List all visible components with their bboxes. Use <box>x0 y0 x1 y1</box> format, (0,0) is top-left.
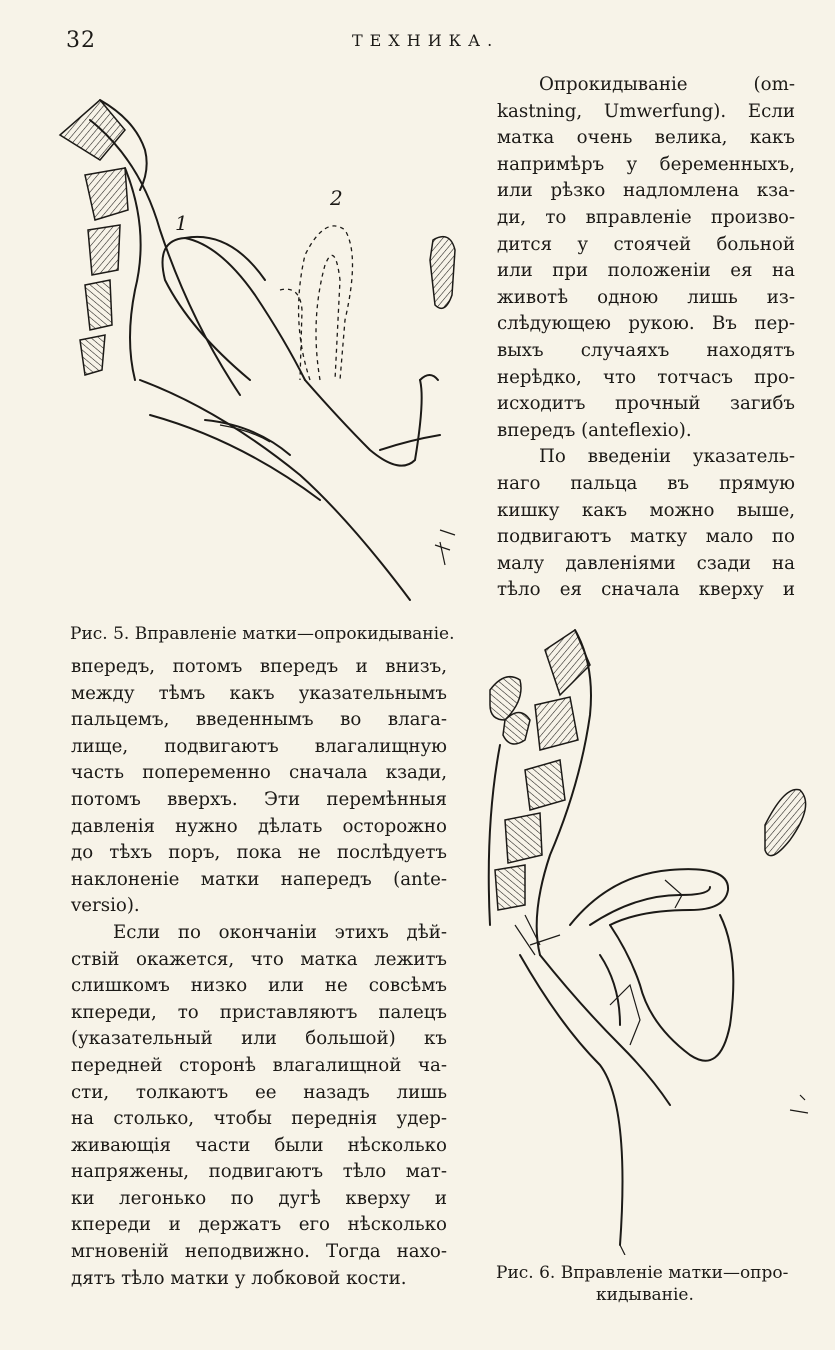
text-line: слѣдующею рукою. Въ пер- <box>497 313 795 335</box>
text-line: напряжены, подвигаютъ тѣло мат- <box>71 1161 447 1183</box>
figure-5-caption: Рис. 5. Вправленіе матки—опрокидываніе. <box>70 624 455 644</box>
running-title: ТЕХНИКА. <box>352 31 500 50</box>
figure-label-2: 2 <box>330 186 343 210</box>
text-line: напримѣръ у беременныхъ, <box>497 153 795 175</box>
text-line: kastning, Umwerfung). Если <box>497 100 795 122</box>
figure-6-caption-line-2: кидываніе. <box>596 1285 694 1305</box>
text-line: часть попеременно сначала кзади, <box>71 762 447 784</box>
text-line: впередъ, потомъ впередъ и внизъ, <box>71 656 447 677</box>
text-line: потомъ вверхъ. Эти перемѣнныя <box>71 788 447 810</box>
text-line: наго пальца въ прямую <box>497 472 795 494</box>
text-line: до тѣхъ поръ, пока не послѣдуетъ <box>71 842 447 864</box>
figure-5-illustration <box>40 80 480 615</box>
text-line: впередъ (anteflexio). <box>497 419 692 441</box>
text-line: мгновеній неподвижно. Тогда нахо- <box>71 1241 447 1263</box>
text-line: кпереди, то приставляютъ палецъ <box>71 1001 447 1023</box>
text-line: животѣ одною лишь из- <box>497 286 795 308</box>
left-column-text <box>71 654 447 1292</box>
text-line: (указательный или большой) къ <box>71 1028 447 1050</box>
text-line: кишку какъ можно выше, <box>497 499 795 521</box>
page-number: 32 <box>66 28 96 53</box>
text-line: нерѣдко, что тотчасъ про- <box>497 366 795 388</box>
text-line: наклоненіе матки напередъ (ante- <box>71 868 447 890</box>
text-line: давленія нужно дѣлать осторожно <box>71 815 447 837</box>
text-line: сти, толкаютъ ее назадъ лишь <box>71 1081 447 1103</box>
text-line: слишкомъ низко или не совсѣмъ <box>71 975 447 997</box>
text-line: выхъ случаяхъ находятъ <box>497 339 795 361</box>
text-line: на столько, чтобы переднія удер- <box>71 1108 447 1130</box>
text-line: подвигаютъ матку мало по <box>497 526 795 548</box>
figure-6-caption <box>496 1262 816 1306</box>
text-line: Если по окончаніи этихъ дѣй- <box>113 921 447 943</box>
text-line: ки легонько по дугѣ кверху и <box>71 1187 447 1209</box>
text-line: матка очень велика, какъ <box>497 127 795 149</box>
text-line: между тѣмъ какъ указательнымъ <box>71 682 447 704</box>
figure-label-1: 1 <box>175 211 188 235</box>
right-column-text <box>497 72 795 604</box>
text-line: кпереди и держатъ его нѣсколько <box>71 1214 447 1236</box>
text-line: По введеніи указатель- <box>539 446 795 468</box>
text-line: или при положеніи ея на <box>497 260 795 282</box>
text-line: дится у стоячей больной <box>497 233 795 255</box>
figure-6-illustration <box>470 625 820 1255</box>
text-line: ди, то вправленіе произво- <box>497 206 795 228</box>
text-line: живающія части были нѣсколько <box>71 1134 447 1156</box>
text-line: дятъ тѣло матки у лобковой кости. <box>71 1267 407 1289</box>
text-line: versio). <box>71 895 140 917</box>
figure-6-caption-line-1: Рис. 6. Вправленіе матки—опро- <box>496 1263 789 1283</box>
text-line: или рѣзко надломлена кза- <box>497 180 795 202</box>
text-line: тѣло ея сначала кверху и <box>497 579 795 601</box>
text-line: передней сторонѣ влагалищной ча- <box>71 1054 447 1076</box>
text-line: исходитъ прочный загибъ <box>497 393 795 415</box>
text-line: пальцемъ, введеннымъ во влага- <box>71 709 447 731</box>
text-line: Опрокидываніе (om- <box>539 74 795 95</box>
text-line: малу давленіями сзади на <box>497 552 795 574</box>
text-line: ствій окажется, что матка лежитъ <box>71 948 447 970</box>
text-line: лище, подвигаютъ влагалищную <box>71 735 447 757</box>
